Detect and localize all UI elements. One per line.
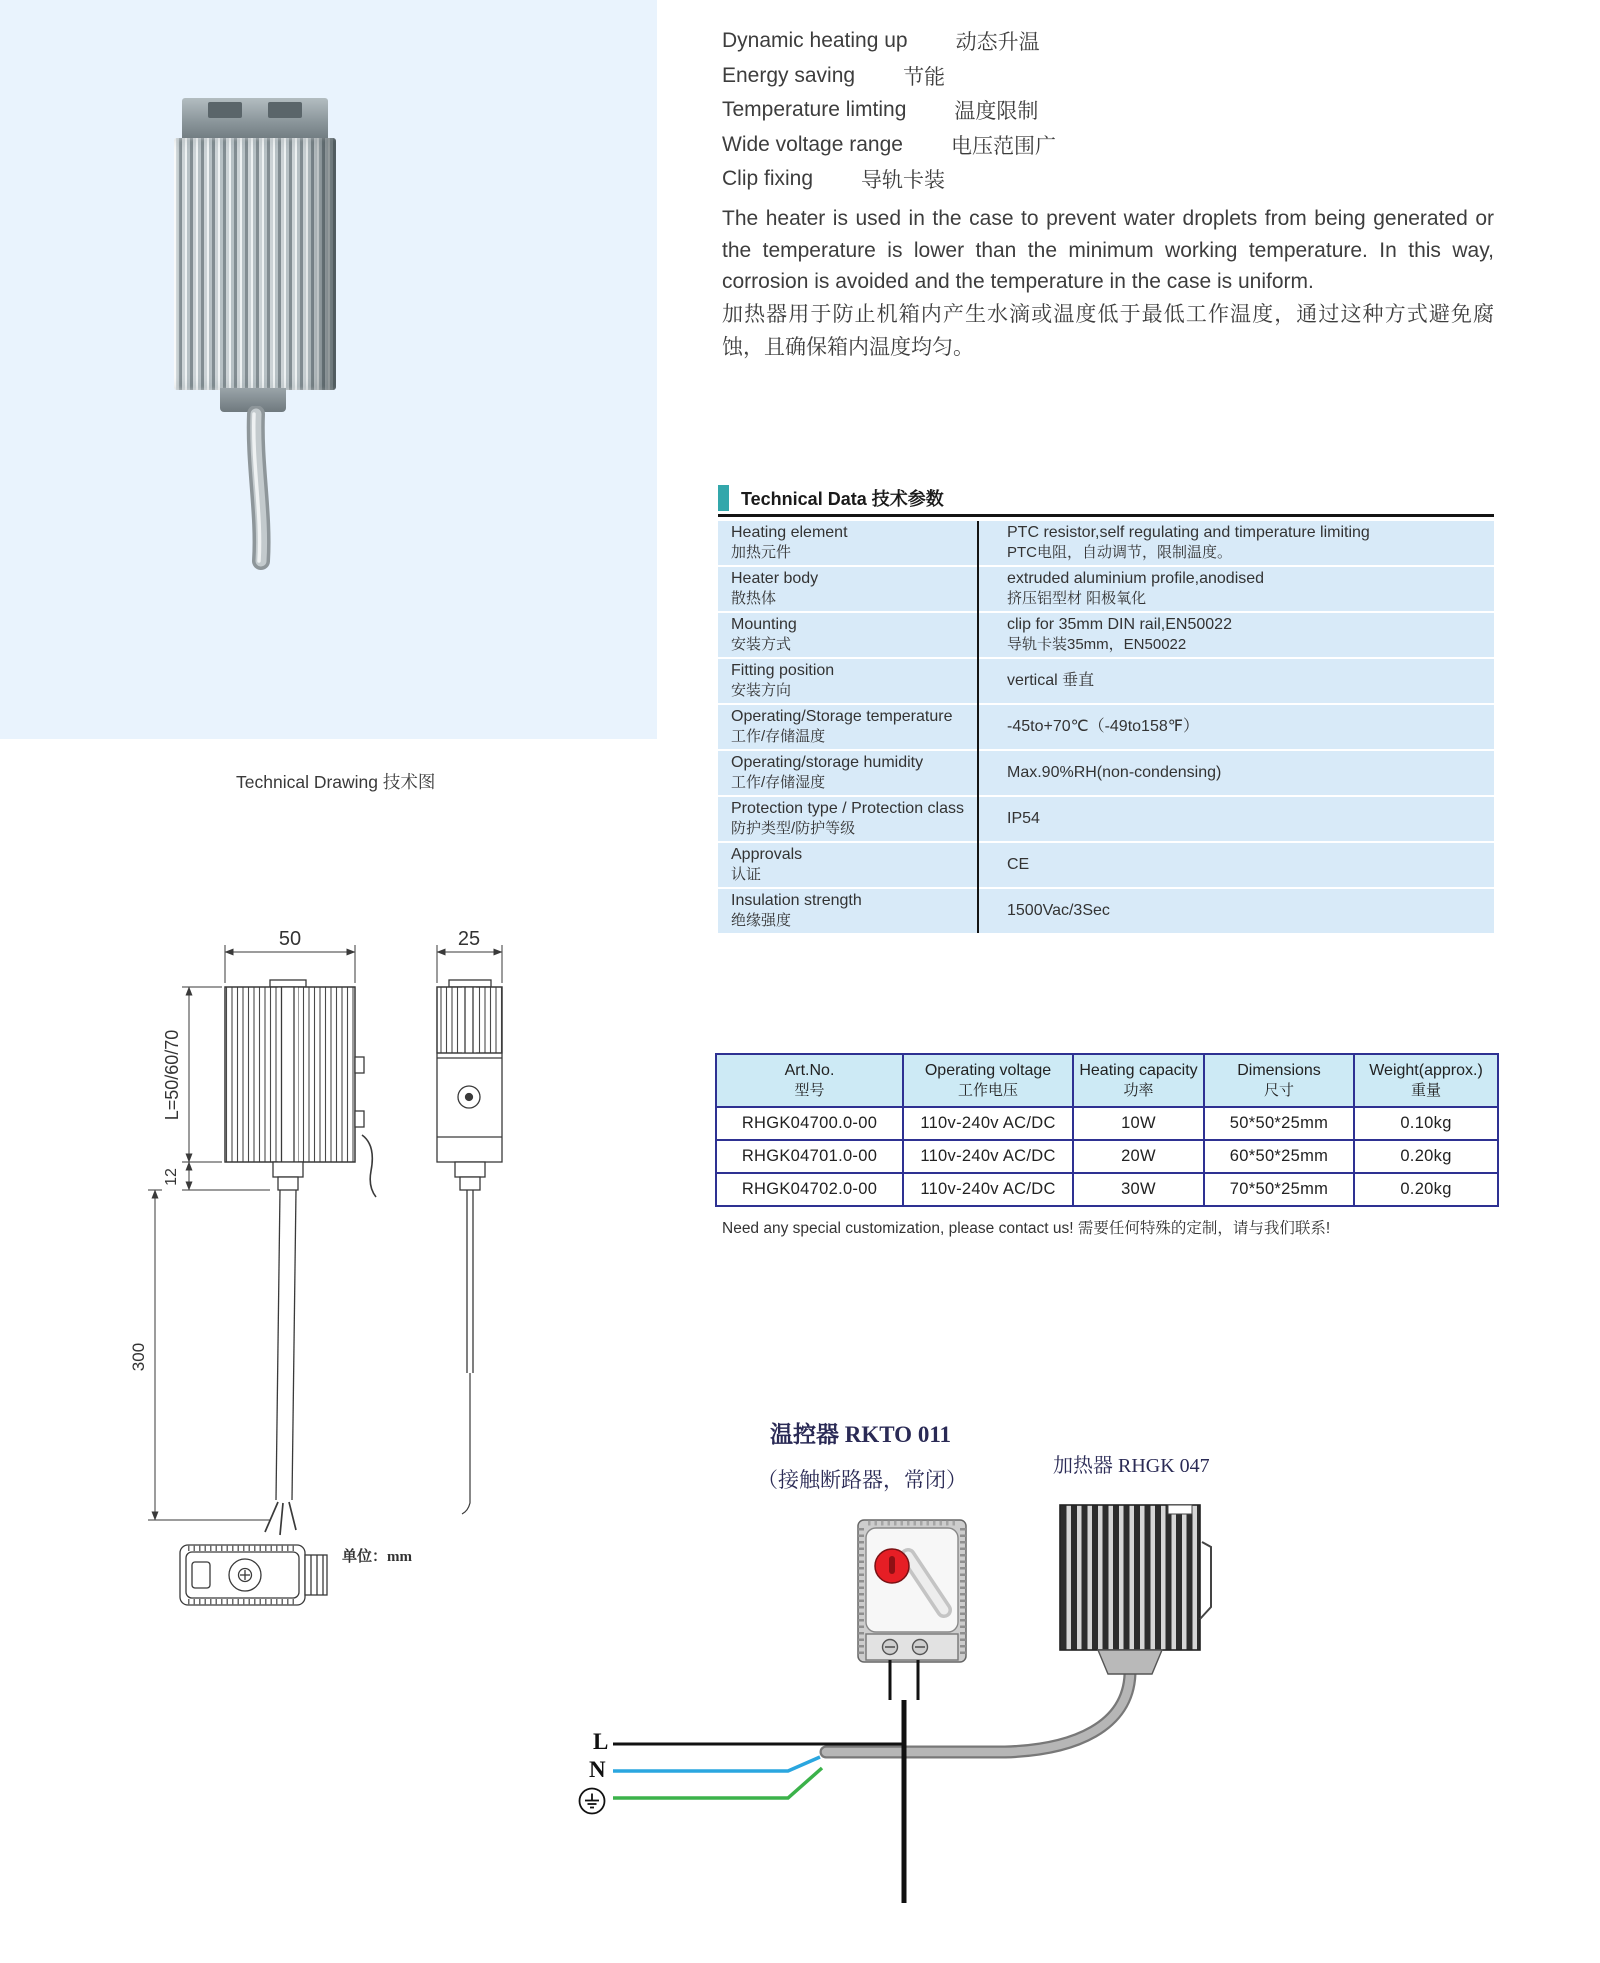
feature-item — [722, 24, 1056, 59]
feature-item — [722, 59, 1056, 94]
parts-cell: RHGK04700.0-00 — [717, 1108, 904, 1141]
spec-value-en: IP54 — [1007, 810, 1040, 827]
feature-zh: 节能 — [903, 65, 946, 89]
spec-label-zh: 认证 — [731, 866, 762, 883]
header-rule — [718, 514, 1494, 517]
technical-data-section-header — [718, 485, 1494, 511]
spec-value-zh: PTC电阻，自动调节，限制温度。 — [1007, 544, 1233, 561]
parts-cell: 0.10kg — [1355, 1108, 1497, 1141]
header-zh: 工作电压 — [957, 1081, 1018, 1099]
spec-row — [718, 843, 1494, 887]
spec-value-en: 1500Vac/3Sec — [1007, 902, 1110, 919]
parts-cell: 50*50*25mm — [1205, 1108, 1355, 1141]
spec-value-en: -45to+70℃（-49to158℉） — [1007, 718, 1199, 735]
spec-label-zh: 安装方向 — [731, 682, 792, 699]
feature-en: Dynamic heating up — [722, 29, 908, 53]
customization-note: Need any special customization, please contact us! 需要任何特殊的定制，请与我们联系! — [722, 1220, 1331, 1237]
spec-label-en: Approvals — [731, 846, 803, 863]
description-en: The heater is used in the case to prevent water droplets from being generated or the temperature is lower than the minimum working temperature. In this way, corrosion is avoided and the temperature in the case is uniform. — [722, 207, 1494, 293]
parts-cell: 20W — [1074, 1141, 1205, 1174]
parts-cell: 30W — [1074, 1174, 1205, 1205]
spec-label-en: Protection type / Protection class — [731, 800, 964, 817]
feature-en: Wide voltage range — [722, 132, 903, 156]
spec-row — [718, 705, 1494, 749]
header-zh: 功率 — [1123, 1081, 1154, 1099]
dim-cable-label: 300 — [129, 1342, 148, 1372]
feature-item — [722, 128, 1056, 163]
header-en: Operating voltage — [924, 1061, 1052, 1079]
heater-cable — [168, 406, 368, 571]
dim-width-label: 50 — [278, 928, 302, 950]
spec-row — [718, 889, 1494, 933]
technical-drawing — [110, 905, 530, 1635]
product-photo — [168, 88, 368, 478]
spec-label-zh: 加热元件 — [731, 544, 792, 561]
unit-label: 单位：mm — [342, 1549, 412, 1565]
wiring-diagram — [570, 1490, 1270, 1930]
spec-label-en: Insulation strength — [731, 892, 862, 909]
spec-label-zh: 绝缘强度 — [731, 912, 792, 929]
spec-value-en: vertical 垂直 — [1007, 672, 1095, 689]
spec-label-zh: 工作/存储湿度 — [731, 774, 826, 791]
thermostat-drawing — [858, 1520, 966, 1662]
header-zh: 型号 — [794, 1081, 825, 1099]
parts-cell: 0.20kg — [1355, 1174, 1497, 1205]
spec-label-en: Operating/storage humidity — [731, 754, 924, 771]
spec-row — [718, 567, 1494, 611]
header-en: Heating capacity — [1079, 1061, 1198, 1079]
feature-zh: 动态升温 — [955, 31, 1040, 55]
spec-label-en: Heater body — [731, 570, 819, 587]
feature-zh: 电压范围广 — [950, 134, 1056, 158]
parts-header-cell — [717, 1055, 904, 1108]
spec-row — [718, 659, 1494, 703]
header-en: Weight(approx.) — [1369, 1061, 1483, 1079]
feature-en: Energy saving — [722, 63, 856, 87]
feature-zh: 导轨卡装 — [861, 169, 946, 193]
spec-label-zh: 工作/存储温度 — [731, 728, 826, 745]
spec-row — [718, 521, 1494, 565]
heater-drawing — [1060, 1505, 1211, 1674]
feature-en: Temperature limting — [722, 98, 907, 122]
feature-en: Clip fixing — [722, 167, 814, 191]
parts-cell: 110v-240v AC/DC — [904, 1141, 1074, 1174]
wire-l-label: L — [593, 1729, 609, 1754]
features-list — [722, 24, 1056, 197]
spec-label-zh: 散热体 — [731, 590, 777, 607]
parts-header-cell — [1355, 1055, 1497, 1108]
feature-zh: 温度限制 — [954, 100, 1039, 124]
dim-length-label: L=50/60/70 — [162, 1029, 182, 1121]
spec-label-en: Heating element — [731, 524, 848, 541]
spec-value-zh: 挤压铝型材 阳极氧化 — [1007, 590, 1147, 607]
spec-row — [718, 751, 1494, 795]
parts-header-cell — [1074, 1055, 1205, 1108]
clip-notch — [208, 102, 242, 118]
side-view-drawing — [437, 980, 502, 1514]
table-column-divider — [977, 521, 979, 933]
heater-finned-body — [174, 138, 336, 390]
heater-top-clip — [182, 98, 328, 142]
technical-drawing-caption: Technical Drawing 技术图 — [236, 772, 436, 792]
spec-value-en: extruded aluminium profile,anodised — [1007, 570, 1265, 587]
dim-depth-label: 25 — [457, 928, 481, 950]
front-view-drawing — [225, 980, 376, 1535]
parts-cell: 0.20kg — [1355, 1141, 1497, 1174]
spec-value-en: clip for 35mm DIN rail,EN50022 — [1007, 616, 1232, 633]
spec-label-en: Mounting — [731, 616, 797, 633]
wire-n-label: N — [589, 1757, 606, 1782]
product-photo-panel — [0, 0, 657, 739]
spec-label-zh: 安装方式 — [731, 636, 792, 653]
spec-label-en: Operating/Storage temperature — [731, 708, 953, 725]
heater-cable-core — [826, 1674, 1130, 1752]
parts-header-cell — [1205, 1055, 1355, 1108]
spec-label-en: Fitting position — [731, 662, 835, 679]
parts-table — [715, 1053, 1499, 1207]
technical-data-title: Technical Data 技术参数 — [741, 489, 944, 509]
spec-value-en: PTC resistor,self regulating and timperature limiting — [1007, 524, 1370, 541]
thermostat-title: 温控器 RKTO 011 — [770, 1422, 952, 1447]
spec-value-en: CE — [1007, 856, 1030, 873]
wires — [613, 1660, 918, 1903]
parts-cell: 70*50*25mm — [1205, 1174, 1355, 1205]
feature-item — [722, 162, 1056, 197]
spec-row — [718, 797, 1494, 841]
section-marker-icon — [718, 485, 729, 511]
header-en: Art.No. — [784, 1061, 835, 1079]
thermostat-note: （接触断路器，常闭） — [757, 1468, 967, 1492]
dim-clip-label: 12 — [163, 1168, 180, 1186]
spec-value-en: Max.90%RH(non-condensing) — [1007, 764, 1222, 781]
header-en: Dimensions — [1237, 1061, 1321, 1079]
heater-label: 加热器 RHGK 047 — [1053, 1455, 1210, 1477]
parts-header-cell — [904, 1055, 1074, 1108]
product-description — [722, 203, 1494, 364]
header-zh: 重量 — [1410, 1081, 1441, 1099]
header-zh: 尺寸 — [1263, 1081, 1294, 1099]
spec-value-zh: 导轨卡装35mm，EN50022 — [1007, 636, 1187, 653]
spec-row — [718, 613, 1494, 657]
spec-label-zh: 防护类型/防护等级 — [731, 820, 856, 837]
connector-bottom-view — [180, 1545, 327, 1605]
parts-cell: 110v-240v AC/DC — [904, 1174, 1074, 1205]
clip-notch — [268, 102, 302, 118]
parts-cell: 110v-240v AC/DC — [904, 1108, 1074, 1141]
description-zh: 加热器用于防止机箱内产生水滴或温度低于最低工作温度，通过这种方式避免腐蚀，且确保箱内温度均匀。 — [722, 302, 1494, 359]
parts-cell: RHGK04702.0-00 — [717, 1174, 904, 1205]
feature-item — [722, 93, 1056, 128]
parts-cell: 60*50*25mm — [1205, 1141, 1355, 1174]
technical-data-table — [718, 521, 1494, 935]
parts-cell: RHGK04701.0-00 — [717, 1141, 904, 1174]
wire-n — [613, 1757, 820, 1771]
parts-cell: 10W — [1074, 1108, 1205, 1141]
